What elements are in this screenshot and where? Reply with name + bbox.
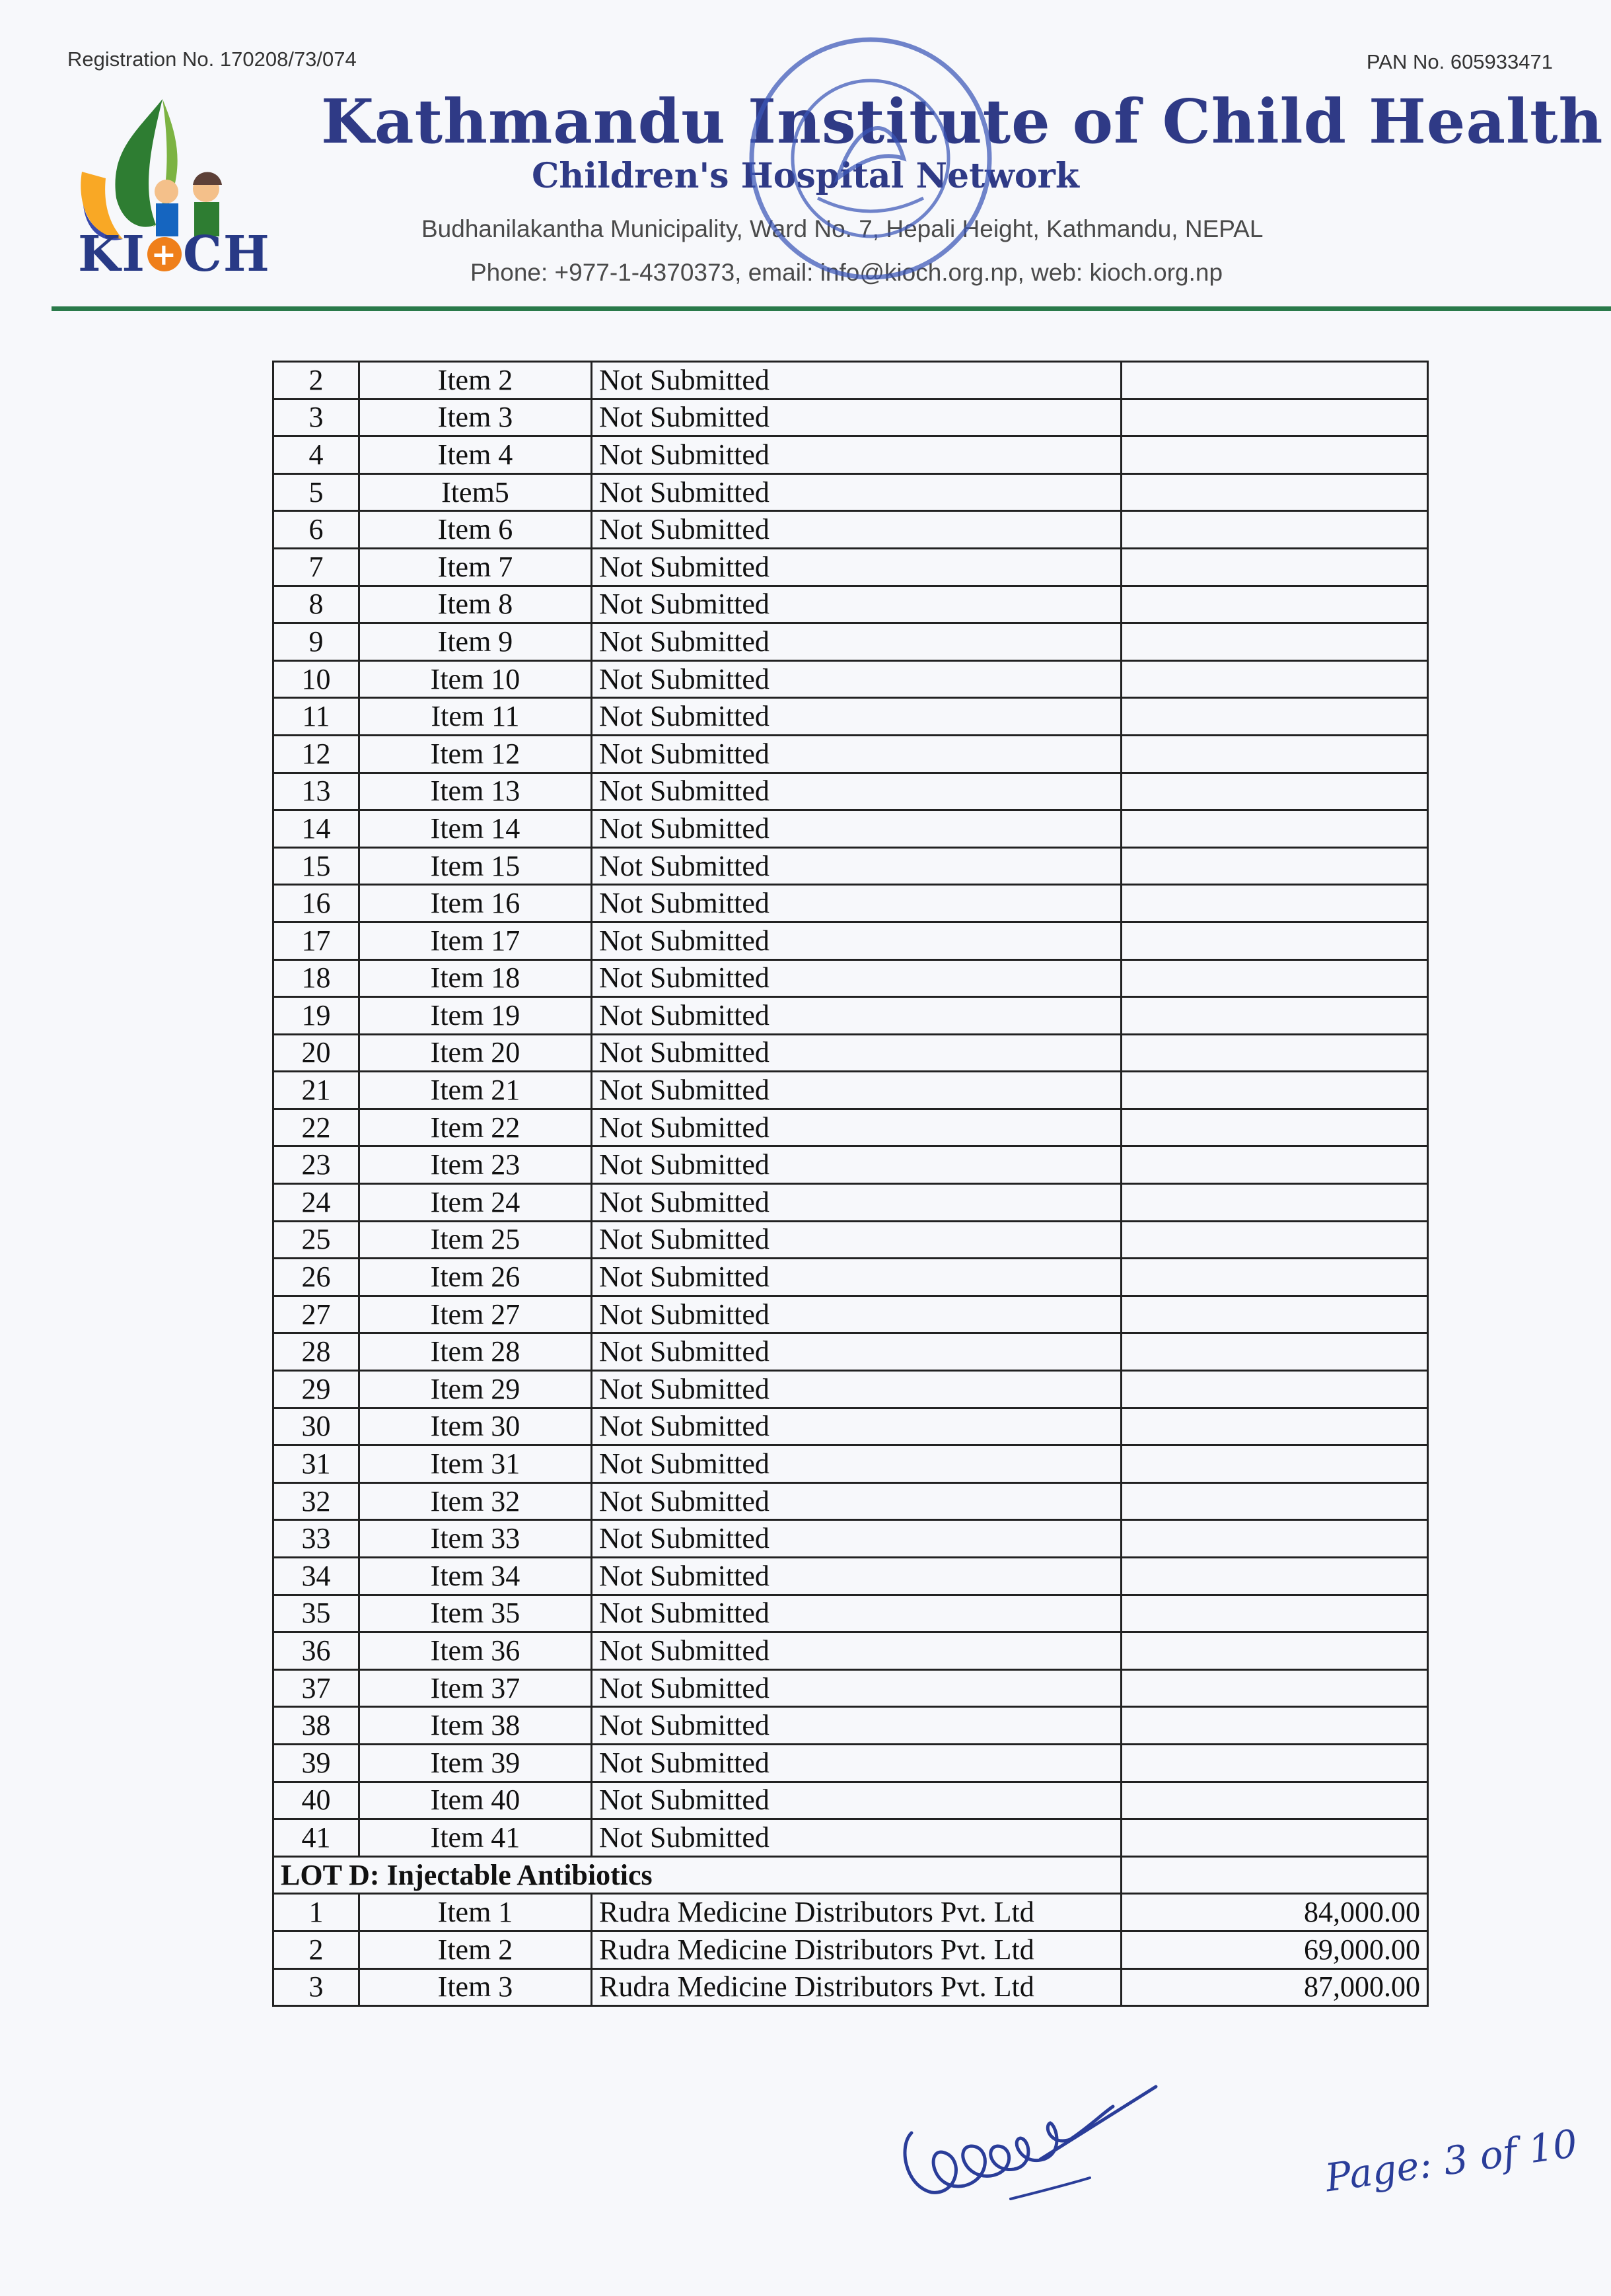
row-item: Item 13	[359, 773, 592, 810]
row-bidder: Not Submitted	[592, 1221, 1122, 1259]
row-bidder: Not Submitted	[592, 586, 1122, 623]
row-amount	[1122, 1819, 1428, 1857]
row-amount	[1122, 1034, 1428, 1072]
row-amount	[1122, 1259, 1428, 1296]
row-number: 16	[273, 885, 359, 922]
row-bidder: Not Submitted	[592, 1034, 1122, 1072]
row-number: 34	[273, 1558, 359, 1595]
table-row	[273, 1371, 1428, 1409]
row-item: Item 4	[359, 436, 592, 474]
row-bidder: Rudra Medicine Distributors Pvt. Ltd	[592, 1931, 1122, 1968]
row-number: 5	[273, 473, 359, 511]
organization-subtitle: Children's Hospital Network	[532, 156, 1079, 196]
row-number: 25	[273, 1221, 359, 1259]
row-item: Item 25	[359, 1221, 592, 1259]
table-row	[273, 1782, 1428, 1819]
row-bidder: Not Submitted	[592, 735, 1122, 773]
row-amount	[1122, 922, 1428, 959]
row-item: Item 2	[359, 362, 592, 400]
row-bidder: Not Submitted	[592, 1371, 1122, 1409]
row-number: 20	[273, 1034, 359, 1072]
table-row	[273, 1333, 1428, 1371]
row-item: Item 1	[359, 1894, 592, 1931]
row-bidder: Not Submitted	[592, 1259, 1122, 1296]
row-amount: 87,000.00	[1122, 1968, 1428, 2006]
signature-icon	[892, 2060, 1169, 2232]
table-row	[273, 1744, 1428, 1782]
row-bidder: Not Submitted	[592, 660, 1122, 698]
institute-stamp-icon	[738, 26, 1003, 291]
row-amount	[1122, 1520, 1428, 1558]
row-item: Item 10	[359, 660, 592, 698]
row-number: 8	[273, 586, 359, 623]
table-row	[273, 1595, 1428, 1632]
row-amount	[1122, 1707, 1428, 1745]
table-row	[273, 511, 1428, 549]
row-bidder: Not Submitted	[592, 1482, 1122, 1520]
row-bidder: Not Submitted	[592, 1595, 1122, 1632]
row-bidder: Not Submitted	[592, 1072, 1122, 1109]
registration-number: Registration No. 170208/73/074	[67, 48, 357, 71]
lot-title: LOT D: Injectable Antibiotics	[273, 1856, 1122, 1894]
row-amount	[1122, 1482, 1428, 1520]
row-item: Item 29	[359, 1371, 592, 1409]
row-amount: 69,000.00	[1122, 1931, 1428, 1968]
row-amount	[1122, 511, 1428, 549]
row-bidder: Not Submitted	[592, 1707, 1122, 1745]
row-amount	[1122, 847, 1428, 885]
row-item: Item 33	[359, 1520, 592, 1558]
row-number: 21	[273, 1072, 359, 1109]
row-number: 31	[273, 1445, 359, 1483]
row-amount: 84,000.00	[1122, 1894, 1428, 1931]
row-item: Item 14	[359, 810, 592, 848]
table-row	[273, 548, 1428, 586]
table-row	[273, 362, 1428, 400]
row-item: Item 39	[359, 1744, 592, 1782]
row-number: 3	[273, 399, 359, 436]
row-number: 28	[273, 1333, 359, 1371]
row-bidder: Not Submitted	[592, 959, 1122, 997]
row-bidder: Not Submitted	[592, 1333, 1122, 1371]
row-amount	[1122, 735, 1428, 773]
row-item: Item 37	[359, 1669, 592, 1707]
row-bidder: Not Submitted	[592, 1632, 1122, 1670]
table-row	[273, 1931, 1428, 1968]
table-row	[273, 586, 1428, 623]
table-row	[273, 1072, 1428, 1109]
row-item: Item 9	[359, 623, 592, 661]
table-row	[273, 959, 1428, 997]
results-table	[272, 361, 1429, 2007]
table-row	[273, 1109, 1428, 1146]
row-number: 2	[273, 1931, 359, 1968]
table-row	[273, 1296, 1428, 1333]
row-item: Item 35	[359, 1595, 592, 1632]
row-bidder: Not Submitted	[592, 1408, 1122, 1445]
row-amount	[1122, 1296, 1428, 1333]
row-amount	[1122, 362, 1428, 400]
table-row	[273, 1669, 1428, 1707]
row-item: Item 12	[359, 735, 592, 773]
row-item: Item 19	[359, 997, 592, 1035]
row-number: 2	[273, 362, 359, 400]
row-item: Item 7	[359, 548, 592, 586]
table-row	[273, 1632, 1428, 1670]
row-number: 15	[273, 847, 359, 885]
table-row	[273, 1520, 1428, 1558]
row-bidder: Rudra Medicine Distributors Pvt. Ltd	[592, 1894, 1122, 1931]
row-amount	[1122, 1109, 1428, 1146]
row-number: 18	[273, 959, 359, 997]
row-number: 17	[273, 922, 359, 959]
row-amount	[1122, 399, 1428, 436]
lot-header-row	[273, 1856, 1428, 1894]
row-number: 27	[273, 1296, 359, 1333]
organization-name: Kathmandu Institute of Child Health	[321, 86, 1604, 157]
row-amount	[1122, 473, 1428, 511]
organization-address: Budhanilakantha Municipality, Ward No. 7, Hepali Height, Kathmandu, NEPAL	[421, 215, 1264, 242]
row-bidder: Not Submitted	[592, 922, 1122, 959]
row-bidder: Not Submitted	[592, 810, 1122, 848]
row-item: Item 23	[359, 1146, 592, 1184]
table-row	[273, 1968, 1428, 2006]
row-bidder: Not Submitted	[592, 698, 1122, 736]
row-bidder: Not Submitted	[592, 548, 1122, 586]
row-number: 36	[273, 1632, 359, 1670]
row-bidder: Not Submitted	[592, 773, 1122, 810]
row-item: Item 15	[359, 847, 592, 885]
row-bidder: Not Submitted	[592, 847, 1122, 885]
row-item: Item 6	[359, 511, 592, 549]
table-row	[273, 1707, 1428, 1745]
row-bidder: Not Submitted	[592, 1669, 1122, 1707]
row-number: 26	[273, 1259, 359, 1296]
row-bidder: Not Submitted	[592, 1558, 1122, 1595]
table-row	[273, 1146, 1428, 1184]
row-amount	[1122, 810, 1428, 848]
table-row	[273, 1408, 1428, 1445]
table-row	[273, 436, 1428, 474]
row-item: Item 38	[359, 1707, 592, 1745]
row-amount	[1122, 1408, 1428, 1445]
row-bidder: Not Submitted	[592, 436, 1122, 474]
row-number: 23	[273, 1146, 359, 1184]
row-item: Item 27	[359, 1296, 592, 1333]
row-number: 30	[273, 1408, 359, 1445]
row-item: Item 21	[359, 1072, 592, 1109]
row-bidder: Not Submitted	[592, 362, 1122, 400]
row-bidder: Not Submitted	[592, 1445, 1122, 1483]
table-row	[273, 1558, 1428, 1595]
table-row	[273, 1482, 1428, 1520]
table-row	[273, 847, 1428, 885]
table-row	[273, 735, 1428, 773]
row-amount	[1122, 997, 1428, 1035]
row-number: 13	[273, 773, 359, 810]
row-amount	[1122, 1221, 1428, 1259]
row-item: Item 31	[359, 1445, 592, 1483]
row-amount	[1122, 1072, 1428, 1109]
row-bidder: Not Submitted	[592, 885, 1122, 922]
row-item: Item 22	[359, 1109, 592, 1146]
row-bidder: Not Submitted	[592, 1782, 1122, 1819]
table-row	[273, 1445, 1428, 1483]
row-item: Item 16	[359, 885, 592, 922]
row-bidder: Not Submitted	[592, 473, 1122, 511]
row-number: 19	[273, 997, 359, 1035]
table-row	[273, 997, 1428, 1035]
row-amount	[1122, 1558, 1428, 1595]
row-item: Item 18	[359, 959, 592, 997]
row-bidder: Not Submitted	[592, 511, 1122, 549]
row-item: Item 24	[359, 1184, 592, 1222]
table-row	[273, 399, 1428, 436]
row-amount	[1122, 623, 1428, 661]
row-bidder: Not Submitted	[592, 1744, 1122, 1782]
row-amount	[1122, 1333, 1428, 1371]
row-item: Item 8	[359, 586, 592, 623]
row-item: Item 36	[359, 1632, 592, 1670]
row-item: Item 26	[359, 1259, 592, 1296]
row-number: 1	[273, 1894, 359, 1931]
row-amount	[1122, 1669, 1428, 1707]
table-row	[273, 1819, 1428, 1857]
row-number: 6	[273, 511, 359, 549]
row-item: Item 20	[359, 1034, 592, 1072]
row-bidder: Rudra Medicine Distributors Pvt. Ltd	[592, 1968, 1122, 2006]
table-row	[273, 885, 1428, 922]
table-row	[273, 623, 1428, 661]
row-number: 39	[273, 1744, 359, 1782]
row-number: 33	[273, 1520, 359, 1558]
results-table-body	[273, 362, 1428, 2006]
row-number: 7	[273, 548, 359, 586]
row-item: Item 2	[359, 1931, 592, 1968]
row-amount	[1122, 548, 1428, 586]
row-item: Item5	[359, 473, 592, 511]
row-number: 11	[273, 698, 359, 736]
row-item: Item 40	[359, 1782, 592, 1819]
row-number: 38	[273, 1707, 359, 1745]
row-bidder: Not Submitted	[592, 997, 1122, 1035]
row-number: 14	[273, 810, 359, 848]
table-row	[273, 1034, 1428, 1072]
row-bidder: Not Submitted	[592, 1109, 1122, 1146]
row-amount	[1122, 773, 1428, 810]
row-number: 40	[273, 1782, 359, 1819]
header-divider	[52, 306, 1611, 311]
table-row	[273, 698, 1428, 736]
row-number: 41	[273, 1819, 359, 1857]
row-amount	[1122, 1632, 1428, 1670]
row-number: 37	[273, 1669, 359, 1707]
row-amount	[1122, 1445, 1428, 1483]
row-item: Item 11	[359, 698, 592, 736]
row-item: Item 3	[359, 399, 592, 436]
row-number: 10	[273, 660, 359, 698]
row-amount	[1122, 586, 1428, 623]
lot-header-empty-cell	[1122, 1856, 1428, 1894]
row-item: Item 17	[359, 922, 592, 959]
row-item: Item 34	[359, 1558, 592, 1595]
row-item: Item 32	[359, 1482, 592, 1520]
row-number: 4	[273, 436, 359, 474]
row-bidder: Not Submitted	[592, 623, 1122, 661]
table-row	[273, 473, 1428, 511]
row-number: 3	[273, 1968, 359, 2006]
row-amount	[1122, 1184, 1428, 1222]
page-number-note: Page: 3 of 10	[1322, 2120, 1581, 2201]
row-number: 35	[273, 1595, 359, 1632]
row-amount	[1122, 1371, 1428, 1409]
row-amount	[1122, 436, 1428, 474]
row-amount	[1122, 1146, 1428, 1184]
row-number: 9	[273, 623, 359, 661]
logo-wordmark: KI + CH	[78, 226, 271, 283]
row-number: 12	[273, 735, 359, 773]
row-amount	[1122, 959, 1428, 997]
row-item: Item 41	[359, 1819, 592, 1857]
row-number: 22	[273, 1109, 359, 1146]
row-item: Item 28	[359, 1333, 592, 1371]
row-bidder: Not Submitted	[592, 1184, 1122, 1222]
row-amount	[1122, 698, 1428, 736]
table-row	[273, 1221, 1428, 1259]
row-bidder: Not Submitted	[592, 399, 1122, 436]
table-row	[273, 1259, 1428, 1296]
row-bidder: Not Submitted	[592, 1146, 1122, 1184]
table-row	[273, 660, 1428, 698]
row-amount	[1122, 1744, 1428, 1782]
row-amount	[1122, 885, 1428, 922]
row-item: Item 3	[359, 1968, 592, 2006]
row-number: 29	[273, 1371, 359, 1409]
row-bidder: Not Submitted	[592, 1819, 1122, 1857]
table-row	[273, 922, 1428, 959]
table-row	[273, 1894, 1428, 1931]
pan-number: PAN No. 605933471	[1366, 50, 1553, 73]
organization-contact: Phone: +977-1-4370373, email: info@kioch.org.np, web: kioch.org.np	[470, 259, 1223, 286]
row-amount	[1122, 1595, 1428, 1632]
table-row	[273, 1184, 1428, 1222]
table-row	[273, 810, 1428, 848]
row-item: Item 30	[359, 1408, 592, 1445]
row-bidder: Not Submitted	[592, 1296, 1122, 1333]
row-bidder: Not Submitted	[592, 1520, 1122, 1558]
row-number: 32	[273, 1482, 359, 1520]
row-amount	[1122, 660, 1428, 698]
table-row	[273, 773, 1428, 810]
row-number: 24	[273, 1184, 359, 1222]
row-amount	[1122, 1782, 1428, 1819]
